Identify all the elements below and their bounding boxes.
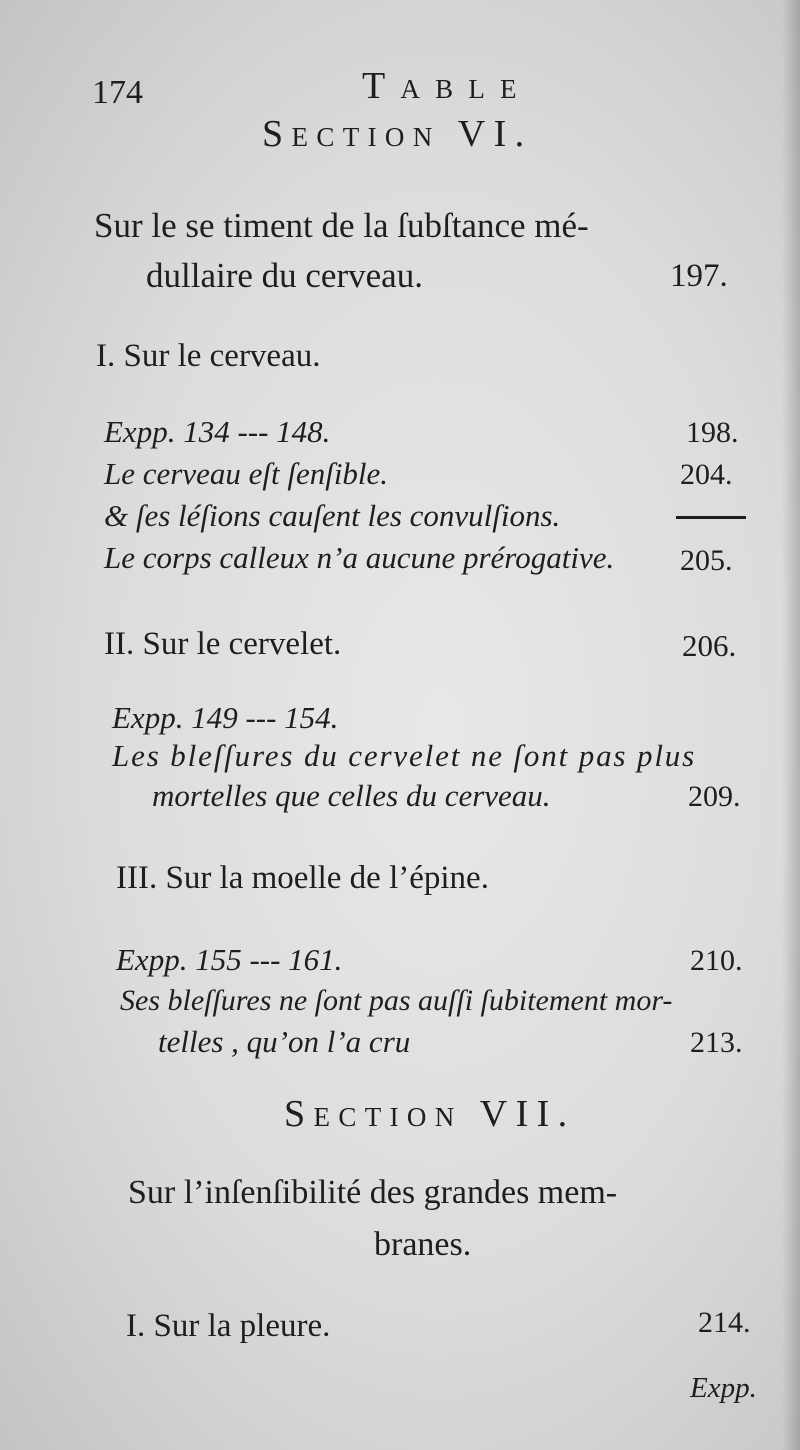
section-subject-line: Sur l’inſenſibilité des grandes mem- bbox=[128, 1174, 618, 1211]
page-number: 174 bbox=[92, 74, 143, 111]
entry-text: telles , qu’on l’a cru bbox=[158, 1024, 411, 1059]
ditto-rule bbox=[676, 516, 746, 519]
entry-text: Le cerveau eſt ſenſible. bbox=[104, 456, 389, 491]
part-heading-page: 214. bbox=[698, 1306, 751, 1339]
part-heading: I. Sur la pleure. bbox=[126, 1308, 331, 1344]
section-subject-line: dullaire du cerveau. bbox=[146, 256, 423, 295]
section-title: Section VII. bbox=[284, 1093, 576, 1135]
entry-text: mortelles que celles du cerveau. bbox=[152, 778, 551, 813]
entry-page: 198. bbox=[686, 416, 739, 449]
page-edge-shadow bbox=[782, 0, 800, 1450]
entry-text: Expp. 134 --- 148. bbox=[104, 414, 331, 449]
entry-page: 210. bbox=[690, 944, 743, 977]
entry-page: 213. bbox=[690, 1026, 743, 1059]
entry-page: 205. bbox=[680, 544, 733, 577]
part-heading: I. Sur le cerveau. bbox=[96, 338, 321, 374]
section-subject-line: branes. bbox=[374, 1226, 472, 1263]
entry-text: Les bleſſures du cervelet ne ſont pas plus bbox=[112, 738, 697, 773]
section-subject-page: 197. bbox=[670, 258, 728, 294]
part-heading: III. Sur la moelle de l’épine. bbox=[116, 860, 489, 896]
entry-text: & ſes léſions cauſent les convulſions. bbox=[104, 498, 561, 533]
entry-text: Expp. 149 --- 154. bbox=[112, 700, 339, 735]
entry-page: 209. bbox=[688, 780, 741, 813]
running-title: Table bbox=[362, 65, 532, 107]
part-heading-page: 206. bbox=[682, 628, 737, 663]
part-heading: II. Sur le cervelet. bbox=[104, 626, 342, 662]
entry-text: Le corps calleux n’a aucune prérogative. bbox=[104, 540, 615, 575]
entry-page: 204. bbox=[680, 458, 733, 491]
catchword: Expp. bbox=[690, 1372, 757, 1404]
section-title: Section VI. bbox=[262, 113, 533, 155]
section-subject-line: Sur le se timent de la ſubſtance mé- bbox=[94, 206, 589, 245]
entry-text: Ses bleſſures ne ſont pas auſſi ſubitement mor- bbox=[120, 984, 673, 1017]
entry-text: Expp. 155 --- 161. bbox=[116, 942, 343, 977]
